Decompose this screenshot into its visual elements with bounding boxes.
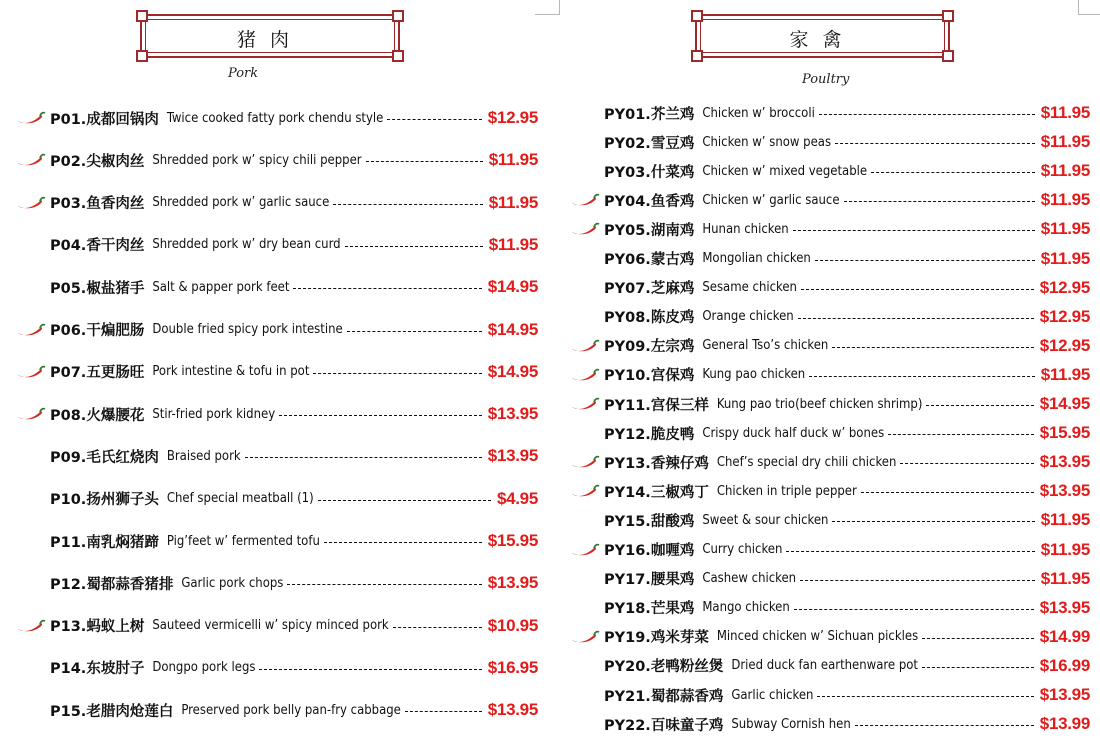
dotted-leader [786, 551, 1034, 553]
chili-pepper-icon [16, 195, 46, 211]
dotted-leader [815, 260, 1035, 262]
menu-item-code: P11.南乳焖猪蹄 [50, 534, 159, 551]
pork-title-frame [140, 14, 400, 58]
dotted-leader [793, 230, 1035, 232]
menu-item-english-name: Chicken w’ snow peas [702, 134, 832, 150]
dotted-leader [333, 204, 482, 206]
menu-item-row [16, 656, 538, 680]
dotted-leader [871, 172, 1035, 174]
dotted-leader [794, 609, 1034, 611]
dotted-leader [809, 376, 1035, 378]
menu-item-code: PY17.腰果鸡 [604, 572, 695, 589]
menu-item-english-name: Chicken w’ garlic sauce [702, 192, 840, 208]
menu-item-english-name: Shredded pork w’ garlic sauce [152, 195, 330, 211]
menu-item-english-name: Chicken in triple pepper [716, 483, 857, 499]
menu-item-code: P10.扬州狮子头 [50, 492, 159, 509]
menu-item-row [570, 217, 1090, 241]
menu-item-code: PY10.宫保鸡 [604, 368, 695, 385]
menu-item-english-name: Chef special meatball (1) [166, 491, 314, 507]
menu-item-row [570, 334, 1090, 358]
menu-item-price: $11.95 [1040, 190, 1090, 210]
menu-item-price: $12.95 [1039, 277, 1090, 297]
dotted-leader [926, 405, 1033, 407]
menu-item-english-name: Sweet & sour chicken [702, 512, 829, 528]
menu-item-price: $11.95 [1040, 219, 1090, 239]
menu-item-code: PY19.鸡米芽菜 [604, 630, 709, 647]
menu-item-price: $13.95 [1039, 685, 1090, 704]
dotted-leader [855, 725, 1034, 727]
dotted-leader [844, 201, 1035, 203]
menu-item-row [16, 529, 538, 553]
menu-item-code: P07.五更肠旺 [50, 365, 145, 382]
chili-pepper-icon [570, 483, 600, 499]
menu-item-english-name: Pork intestine & tofu in pot [152, 364, 310, 380]
menu-item-price: $12.95 [1039, 306, 1090, 326]
menu-item-code: P04.香干肉丝 [50, 238, 145, 255]
menu-item-price: $11.95 [488, 234, 538, 254]
menu-item-code: PY11.宫保三样 [604, 397, 709, 414]
menu-item-code: PY04.鱼香鸡 [604, 193, 695, 210]
menu-item-price: $11.95 [1040, 161, 1090, 181]
menu-item-code: PY15.甜酸鸡 [604, 513, 695, 530]
chili-pepper-icon [570, 454, 600, 470]
menu-item-row [570, 159, 1090, 183]
menu-item-english-name: Dongpo pork legs [152, 660, 256, 676]
menu-item-row [570, 479, 1090, 503]
chili-pepper-icon [570, 542, 600, 558]
menu-item-row [570, 421, 1090, 445]
menu-item-price: $13.95 [1039, 597, 1090, 617]
menu-item-price: $14.95 [1039, 394, 1090, 413]
menu-item-english-name: Cashew chicken [702, 571, 797, 587]
menu-item-code: PY02.雪豆鸡 [604, 135, 695, 152]
menu-item-price: $16.99 [1039, 655, 1090, 675]
menu-item-row [570, 567, 1090, 591]
pork-subtitle: Pork [228, 66, 259, 81]
menu-item-price: $13.95 [1039, 481, 1090, 501]
menu-item-price: $14.99 [1039, 626, 1090, 646]
menu-item-english-name: Salt & papper pork feet [152, 279, 290, 295]
menu-item-english-name: Curry chicken [702, 542, 783, 557]
menu-item-english-name: Stir-fried pork kidney [152, 406, 276, 422]
menu-item-english-name: Orange chicken [702, 309, 794, 325]
menu-item-code: PY22.百味童子鸡 [604, 717, 724, 734]
dotted-leader [800, 580, 1035, 582]
menu-item-price: $11.95 [1040, 364, 1090, 384]
menu-item-code: PY01.芥兰鸡 [604, 106, 695, 123]
dotted-leader [318, 500, 491, 502]
menu-item-code: P08.火爆腰花 [50, 407, 145, 424]
menu-item-code: PY08.陈皮鸡 [604, 310, 695, 327]
menu-item-row [16, 487, 538, 511]
poultry-subtitle: Poultry [802, 72, 850, 87]
chili-pepper-icon [570, 221, 600, 237]
menu-item-row [570, 188, 1090, 212]
poultry-title-frame [695, 14, 950, 58]
dotted-leader [861, 492, 1034, 494]
menu-item-english-name: Kung pao trio(beef chicken shrimp) [716, 396, 923, 412]
dotted-leader [287, 584, 481, 586]
dotted-leader [393, 627, 482, 629]
dotted-leader [347, 331, 482, 333]
chili-pepper-icon [570, 629, 600, 645]
menu-item-english-name: Preserved pork belly pan-fry cabbage [181, 702, 401, 718]
page-corner-mark [1078, 0, 1100, 15]
menu-item-price: $14.95 [487, 319, 538, 339]
page-corner-mark [535, 0, 560, 15]
menu-item-english-name: Mongolian chicken [702, 251, 811, 266]
menu-item-code: P02.尖椒肉丝 [50, 153, 145, 170]
menu-item-row [16, 106, 538, 130]
menu-item-code: P01.成都回锅肉 [50, 111, 159, 128]
menu-item-row [570, 363, 1090, 387]
dotted-leader [888, 434, 1034, 436]
dotted-leader [801, 289, 1034, 291]
menu-item-code: P12.蜀都蒜香猪排 [50, 576, 174, 593]
menu-item-price: $12.95 [1039, 335, 1090, 355]
pork-title: 猪肉 [236, 29, 303, 51]
menu-item-price: $4.95 [496, 488, 538, 508]
menu-item-english-name: Hunan chicken [702, 221, 789, 237]
menu-item-english-name: Twice cooked fatty pork chendu style [166, 110, 384, 126]
dotted-leader [293, 288, 481, 290]
dotted-leader [900, 463, 1033, 465]
menu-item-code: PY06.蒙古鸡 [604, 252, 695, 268]
poultry-title: 家禽 [789, 29, 856, 51]
menu-item-price: $11.95 [1040, 103, 1090, 122]
menu-item-english-name: General Tso’s chicken [702, 338, 829, 354]
menu-item-row [570, 508, 1090, 532]
menu-item-english-name: Minced chicken w’ Sichuan pickles [716, 629, 919, 645]
menu-item-code: P09.毛氏红烧肉 [50, 449, 159, 466]
dotted-leader [922, 667, 1034, 669]
menu-item-row [16, 191, 538, 215]
menu-item-english-name: Shredded pork w’ spicy chili pepper [152, 152, 362, 168]
menu-item-row [16, 402, 538, 426]
menu-item-row [16, 444, 538, 468]
menu-item-code: P14.东坡肘子 [50, 661, 145, 678]
menu-item-row [570, 450, 1090, 474]
menu-item-english-name: Dried duck fan earthenware pot [731, 658, 918, 674]
menu-item-row [570, 247, 1090, 271]
menu-item-row [16, 148, 538, 172]
menu-item-english-name: Braised pork [166, 448, 241, 464]
menu-item-english-name: Chicken w’ mixed vegetable [702, 163, 868, 179]
menu-item-english-name: Shredded pork w’ dry bean curd [152, 237, 341, 253]
menu-item-code: P06.干煸肥肠 [50, 323, 145, 339]
menu-item-price: $12.95 [487, 108, 538, 127]
menu-item-row [570, 101, 1090, 125]
dotted-leader [922, 638, 1034, 640]
menu-item-price: $13.95 [487, 573, 538, 593]
menu-item-row [570, 305, 1090, 329]
menu-item-row [570, 596, 1090, 620]
menu-item-price: $11.95 [488, 150, 538, 170]
dotted-leader [313, 373, 481, 375]
menu-item-price: $13.99 [1039, 714, 1090, 734]
menu-item-code: PY03.什菜鸡 [604, 164, 695, 181]
chili-pepper-icon [570, 192, 600, 208]
chili-pepper-icon [16, 618, 46, 634]
dotted-leader [324, 542, 482, 544]
menu-item-english-name: Subway Cornish hen [731, 716, 851, 732]
menu-item-code: PY09.左宗鸡 [604, 339, 695, 356]
menu-item-price: $13.95 [487, 446, 538, 466]
menu-item-english-name: Crispy duck half duck w’ bones [702, 425, 885, 441]
menu-item-price: $11.95 [1040, 248, 1090, 268]
menu-item-code: PY07.芝麻鸡 [604, 281, 695, 298]
menu-item-price: $11.95 [1040, 510, 1090, 530]
dotted-leader [245, 457, 482, 459]
menu-item-code: P13.蚂蚁上树 [50, 619, 145, 636]
menu-item-english-name: Chicken w’ broccoli [702, 105, 815, 121]
menu-item-row [570, 130, 1090, 154]
dotted-leader [259, 669, 481, 671]
menu-item-row [570, 276, 1090, 300]
dotted-leader [405, 711, 482, 713]
dotted-leader [345, 246, 483, 248]
menu-item-price: $15.95 [1039, 423, 1090, 443]
menu-item-row [16, 614, 538, 638]
menu-item-price: $13.95 [487, 700, 538, 720]
dotted-leader [366, 161, 483, 163]
menu-item-code: PY20.老鸭粉丝煲 [604, 659, 724, 676]
menu-item-row [570, 654, 1090, 678]
menu-item-code: PY13.香辣仔鸡 [604, 455, 709, 472]
chili-pepper-icon [570, 338, 600, 354]
menu-item-price: $16.95 [487, 657, 538, 677]
menu-item-code: PY21.蜀都蒜香鸡 [604, 688, 724, 705]
menu-item-english-name: Pig’feet w’ fermented tofu [166, 533, 320, 549]
menu-item-price: $13.95 [487, 404, 538, 424]
menu-item-english-name: Mango chicken [702, 600, 790, 616]
dotted-leader [819, 114, 1035, 116]
chili-pepper-icon [16, 322, 46, 338]
menu-item-row [16, 360, 538, 384]
chili-pepper-icon [16, 152, 46, 168]
menu-item-row [570, 683, 1090, 707]
chili-pepper-icon [570, 396, 600, 412]
dotted-leader [798, 318, 1034, 320]
dotted-leader [387, 119, 481, 121]
menu-item-row [16, 275, 538, 299]
menu-item-row [570, 712, 1090, 736]
menu-item-row [570, 392, 1090, 416]
dotted-leader [835, 143, 1035, 145]
chili-pepper-icon [16, 110, 46, 126]
menu-item-english-name: Garlic pork chops [181, 575, 284, 591]
menu-item-code: PY05.湖南鸡 [604, 222, 695, 239]
dotted-leader [279, 415, 482, 417]
menu-item-code: PY12.脆皮鸭 [604, 426, 695, 443]
chili-pepper-icon [16, 406, 46, 422]
menu-item-code: PY16.咖喱鸡 [604, 543, 695, 559]
dotted-leader [817, 696, 1033, 698]
menu-item-code: PY18.芒果鸡 [604, 601, 695, 618]
dotted-leader [832, 521, 1034, 523]
menu-item-price: $14.95 [487, 277, 538, 297]
menu-item-row [16, 571, 538, 595]
menu-item-code: P03.鱼香肉丝 [50, 196, 145, 213]
chili-pepper-icon [16, 364, 46, 380]
menu-item-row [16, 698, 538, 722]
menu-item-row [16, 318, 538, 342]
menu-item-row [16, 233, 538, 257]
menu-item-english-name: Sauteed vermicelli w’ spicy minced pork [152, 618, 389, 634]
menu-item-price: $11.95 [1040, 539, 1090, 559]
menu-item-row [570, 625, 1090, 649]
menu-item-price: $11.95 [1040, 568, 1090, 588]
menu-item-price: $10.95 [487, 615, 538, 635]
menu-item-english-name: Chef’s special dry chili chicken [716, 454, 897, 470]
chili-pepper-icon [570, 367, 600, 383]
menu-item-row [570, 538, 1090, 562]
menu-item-price: $13.95 [1039, 452, 1090, 472]
menu-item-price: $11.95 [488, 192, 538, 212]
menu-item-price: $11.95 [1040, 132, 1090, 152]
menu-item-english-name: Garlic chicken [731, 687, 814, 703]
menu-item-code: P15.老腊肉炝莲白 [50, 703, 174, 720]
menu-item-english-name: Double fried spicy pork intestine [152, 322, 343, 337]
menu-item-price: $15.95 [487, 531, 538, 550]
menu-item-price: $14.95 [487, 361, 538, 381]
menu-item-code: PY14.三椒鸡丁 [604, 484, 709, 501]
menu-item-code: P05.椒盐猪手 [50, 280, 145, 297]
dotted-leader [832, 347, 1033, 349]
menu-item-english-name: Kung pao chicken [702, 367, 806, 383]
menu-item-english-name: Sesame chicken [702, 280, 797, 296]
